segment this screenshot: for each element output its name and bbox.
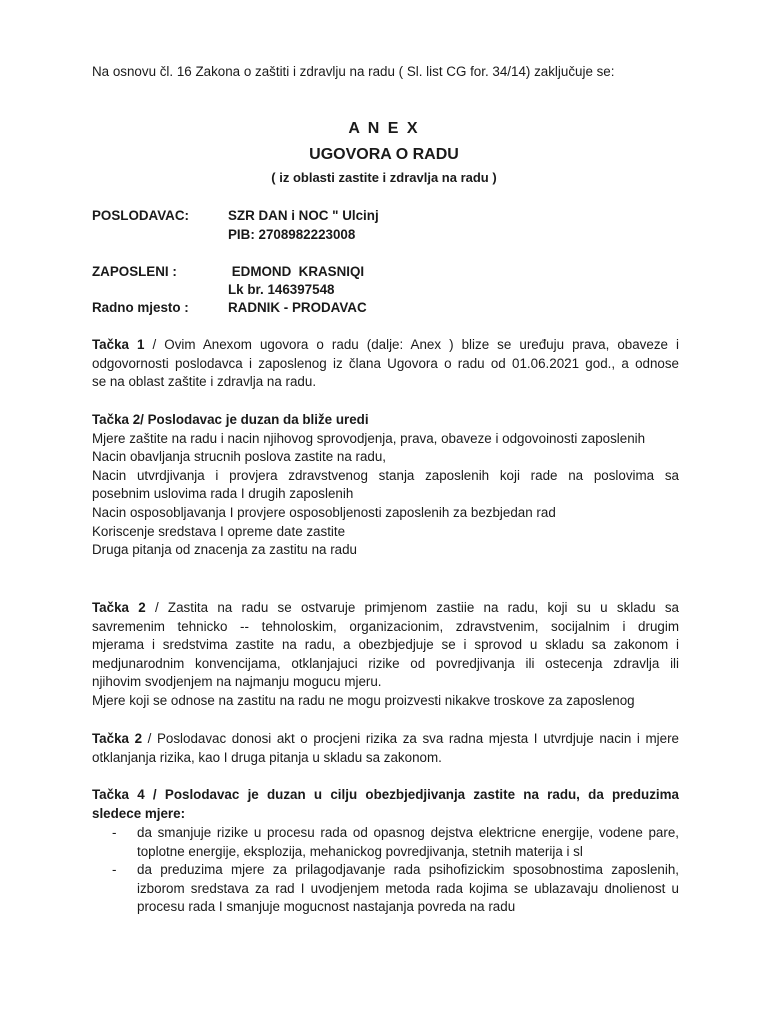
- bullet-line: izborom sredstava za rad I uvodjenjem metoda rada kojima se ublazavaju dnolienost u: [137, 880, 679, 896]
- tacka2c-line: otklanjanja rizika, kao I druga pitanja u skladu sa zakonom.: [92, 749, 442, 765]
- subtitle: ( iz oblasti zastite i zdravlja na radu ): [271, 170, 497, 185]
- bullet-line: da smanjuje rizike u procesu rada od opasnog dejstva elektricne energije, vodene pare,: [137, 825, 679, 840]
- tacka2a-line: posebnim uslovima rada I drugih zaposlenih: [92, 486, 354, 502]
- tacka2a-heading: Tačka 2/ Poslodavac je duzan da bliže uredi: [92, 412, 369, 427]
- tacka2c-paragraph: [92, 730, 679, 767]
- bullet-line: toplotne energije, eksplozija, mehanickog povredjivanja, stetnih materija i sl: [137, 843, 583, 859]
- tacka2c-heading: Tačka 2: [92, 731, 143, 746]
- tacka2b-heading: Tačka 2: [92, 600, 146, 615]
- list-item: [92, 824, 679, 861]
- position-value: RADNIK - PRODAVAC: [228, 300, 367, 315]
- tacka2c-line: / Poslodavac donosi akt o procjeni rizika za sva radna mjesta I utvrdjuje nacin i mjere: [142, 731, 679, 746]
- tacka4-bullet-list: [92, 824, 679, 917]
- ugovor-title: UGOVORA O RADU: [309, 146, 459, 163]
- tacka1-heading: Tačka 1: [92, 337, 145, 352]
- bullet-dash: -: [112, 825, 117, 840]
- tacka2a-line: Nacin utvrdjivanja i provjera zdravstvenog stanja zaposlenih koji rade na poslovima sa: [92, 467, 679, 483]
- employee-label: ZAPOSLENI :: [92, 264, 177, 279]
- tacka2a-line: Nacin osposobljavanja I provjere osposobljenosti zaposlenih za bezbjedan rad: [92, 504, 556, 520]
- tacka2a-line: Nacin obavljanja strucnih poslova zastite na radu,: [92, 449, 387, 465]
- tacka2b-paragraph: [92, 599, 679, 711]
- tacka2a-section: [92, 411, 682, 560]
- tacka2b-line: Mjere koji se odnose na zastitu na radu ne mogu proizvesti nikakve troskove za zaposlenog: [92, 692, 635, 708]
- tacka1-line: se na oblast zaštite i zdravlja na radu.: [92, 374, 317, 390]
- employer-pib: PIB: 2708982223008: [228, 227, 356, 242]
- bullet-dash: -: [112, 862, 117, 878]
- bullet-line: da preduzima mjere za prilagodjavanje rada psihofizickim sposobnostima zaposlenih,: [137, 862, 679, 878]
- anex-title: A N E X: [348, 120, 420, 137]
- position-label: Radno mjesto :: [92, 300, 189, 315]
- tacka1-line: / Ovim Anexom ugovora o radu (dalje: Anex ) blize se uređuju prava, obaveze i: [144, 337, 679, 352]
- tacka4-heading-line: Tačka 4 / Poslodavac je duzan u cilju obezbjedjivanja zastite na radu, da preduzima: [92, 787, 679, 802]
- list-item: [92, 861, 679, 917]
- employer-label: POSLODAVAC:: [92, 208, 189, 223]
- employee-lk: Lk br. 146397548: [228, 282, 335, 297]
- tacka4-heading: [92, 786, 679, 823]
- tacka2b-line: / Zastita na radu se ostvaruje primjenom zastiie na radu, koji su u skladu sa: [145, 600, 679, 615]
- tacka2a-line: Druga pitanja od znacenja za zastitu na radu: [92, 542, 358, 558]
- tacka1-line: odgovornosti poslodavca i zaposlenog iz člana Ugovora o radu od 01.06.2021 god., a odnose: [92, 355, 679, 371]
- tacka4-heading-line: sledece mjere:: [92, 805, 186, 821]
- tacka2b-line: njihovim svodjenjem na najmanju mogucu mjeru.: [92, 674, 382, 690]
- tacka2b-line: savremenim tehnicko -- tehnoloskim, organizacionim, zdravstvenim, socijalnim i drugim: [92, 618, 679, 634]
- employer-name: SZR DAN i NOC " Ulcinj: [228, 208, 379, 223]
- tacka2a-line: Koriscenje sredstava I opreme date zastite: [92, 523, 346, 539]
- tacka2a-line: Mjere zaštite na radu i nacin njihovog sprovodjenja, prava, obaveze i odgovoinosti zaposlenih: [92, 430, 646, 446]
- employee-name: EDMOND KRASNIQI: [228, 264, 365, 279]
- intro-text: Na osnovu čl. 16 Zakona o zaštiti i zdravlju na radu ( Sl. list CG for. 34/14) zaključuje se:: [92, 64, 615, 79]
- tacka2b-line: medjunarodnim konvencijama, otklanjajuci rizike od povredjivanja ili ostecenja zdravlja ili: [92, 655, 679, 671]
- tacka1-paragraph: [92, 336, 679, 392]
- bullet-line: procesu rada I smanjuje mogucnost nastajanja povreda na radu: [137, 899, 516, 915]
- tacka2b-line: mjerama i sredstvima zastite na radu, a obezbjedjuje se i sprovod u skladu sa zakonom i: [92, 637, 679, 653]
